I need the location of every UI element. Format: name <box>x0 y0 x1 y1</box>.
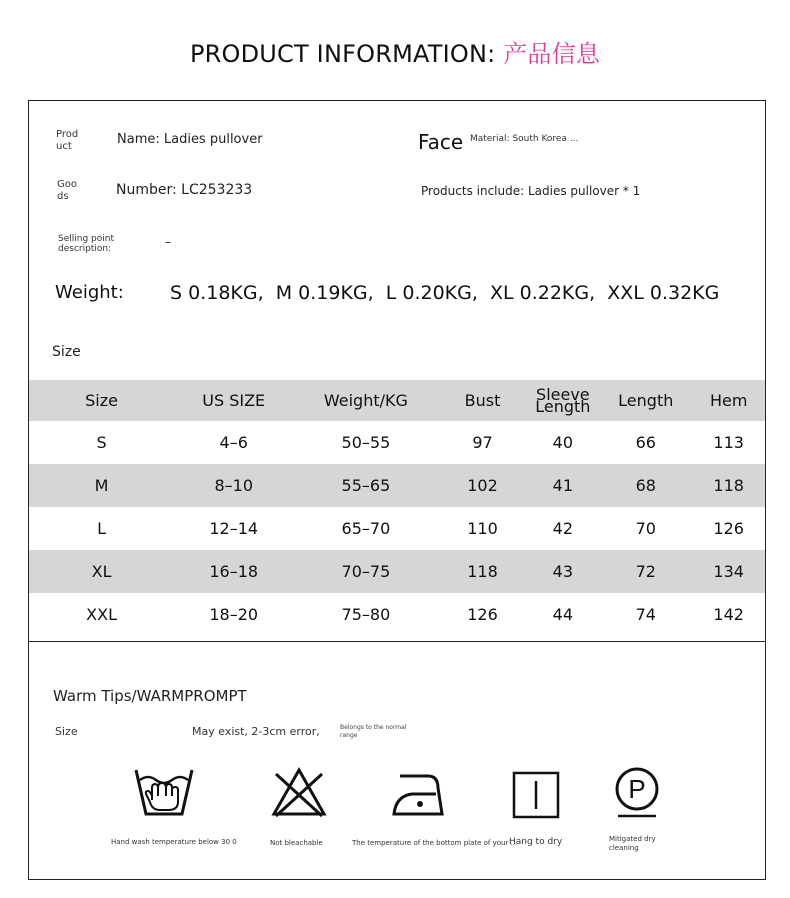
table-cell: 50–55 <box>341 433 391 452</box>
table-cell: 70–75 <box>293 550 438 593</box>
header-hem: Hem <box>692 380 765 421</box>
header-size: Size <box>29 380 174 421</box>
table-cell: 142 <box>713 605 744 624</box>
selling-point-label: Selling point description: <box>58 234 114 254</box>
table-row <box>29 421 765 464</box>
title-cn: 产品信息 <box>503 40 601 68</box>
table-cell: 72 <box>599 550 692 593</box>
table-cell: 118 <box>692 464 765 507</box>
table-row <box>29 464 765 507</box>
table-cell: 75–80 <box>341 605 391 624</box>
tips-normal-range: Belongs to the normal range <box>340 724 407 739</box>
goods-number: Number: LC253233 <box>116 182 253 198</box>
table-cell: 55–65 <box>293 464 438 507</box>
table-cell: 134 <box>692 550 765 593</box>
table-cell: 66 <box>635 433 656 452</box>
table-cell: 126 <box>713 519 744 538</box>
care-label-hand-wash: Hand wash temperature below 30 0 <box>111 838 237 846</box>
table-cell: 18–20 <box>209 605 259 624</box>
header-length: Length <box>599 380 692 421</box>
tips-error-text: May exist, 2-3cm error, <box>192 725 320 738</box>
header-sleeve-length: Sleeve Length <box>527 380 600 421</box>
table-cell: 4–6 <box>219 433 248 452</box>
table-cell: 97 <box>472 433 493 452</box>
product-name: Name: Ladies pullover <box>117 132 263 147</box>
size-section-label: Size <box>52 344 81 360</box>
table-cell: 12–14 <box>209 519 259 538</box>
size-table <box>29 380 765 636</box>
title-en: PRODUCT INFORMATION: <box>189 40 504 68</box>
table-header-row <box>29 380 765 421</box>
table-cell: 102 <box>438 464 526 507</box>
table-cell: 118 <box>438 550 526 593</box>
no-bleach-icon <box>270 766 328 818</box>
material-text: Material: South Korea ... <box>470 134 579 144</box>
table-cell: XXL <box>86 605 117 624</box>
table-row <box>29 550 765 593</box>
table-cell: 40 <box>552 433 574 452</box>
table-cell: 16–18 <box>174 550 293 593</box>
svg-text:P: P <box>628 774 646 804</box>
tips-size-label: Size <box>55 725 78 738</box>
table-cell: 8–10 <box>174 464 293 507</box>
dry-clean-icon <box>614 766 660 818</box>
face-label: Face <box>418 130 464 154</box>
table-row <box>29 507 765 550</box>
header-weight: Weight/KG <box>293 380 438 421</box>
hand-wash-icon <box>132 766 196 822</box>
table-cell: 68 <box>599 464 692 507</box>
weight-values: S 0.18KG, M 0.19KG, L 0.20KG, XL 0.22KG, XXL 0.32KG <box>170 282 720 304</box>
table-cell: 110 <box>467 519 498 538</box>
table-cell: 70 <box>635 519 656 538</box>
care-label-dry-clean: Mitigated dry cleaning <box>609 835 656 852</box>
table-cell: S <box>96 433 107 452</box>
table-cell: 42 <box>552 519 574 538</box>
weight-label: Weight: <box>55 282 124 303</box>
iron-icon <box>392 766 446 818</box>
header-us-size: US SIZE <box>174 380 293 421</box>
care-label-no-bleach: Not bleachable <box>270 839 323 847</box>
page-title <box>0 34 790 69</box>
table-cell: 126 <box>467 605 498 624</box>
header-bust: Bust <box>438 380 526 421</box>
table-cell: L <box>97 519 107 538</box>
table-cell: M <box>29 464 174 507</box>
hang-dry-icon <box>512 771 560 819</box>
care-label-iron: The temperature of the bottom plate of your ... <box>352 839 518 847</box>
table-cell: 74 <box>635 605 656 624</box>
table-cell: XL <box>29 550 174 593</box>
table-row <box>29 593 765 636</box>
table-cell: 43 <box>527 550 600 593</box>
table-cell: 65–70 <box>341 519 391 538</box>
warm-tips-heading: Warm Tips/WARMPROMPT <box>53 687 247 705</box>
goods-label: Goo ds <box>57 179 77 202</box>
product-label: Prod uct <box>56 129 79 152</box>
products-include: Products include: Ladies pullover * 1 <box>421 184 641 198</box>
table-cell: 44 <box>552 605 574 624</box>
selling-point-value: – <box>165 235 171 249</box>
table-cell: 113 <box>713 433 744 452</box>
section-divider <box>28 641 766 642</box>
table-cell: 41 <box>527 464 600 507</box>
care-label-hang-dry: Hang to dry <box>509 837 563 847</box>
